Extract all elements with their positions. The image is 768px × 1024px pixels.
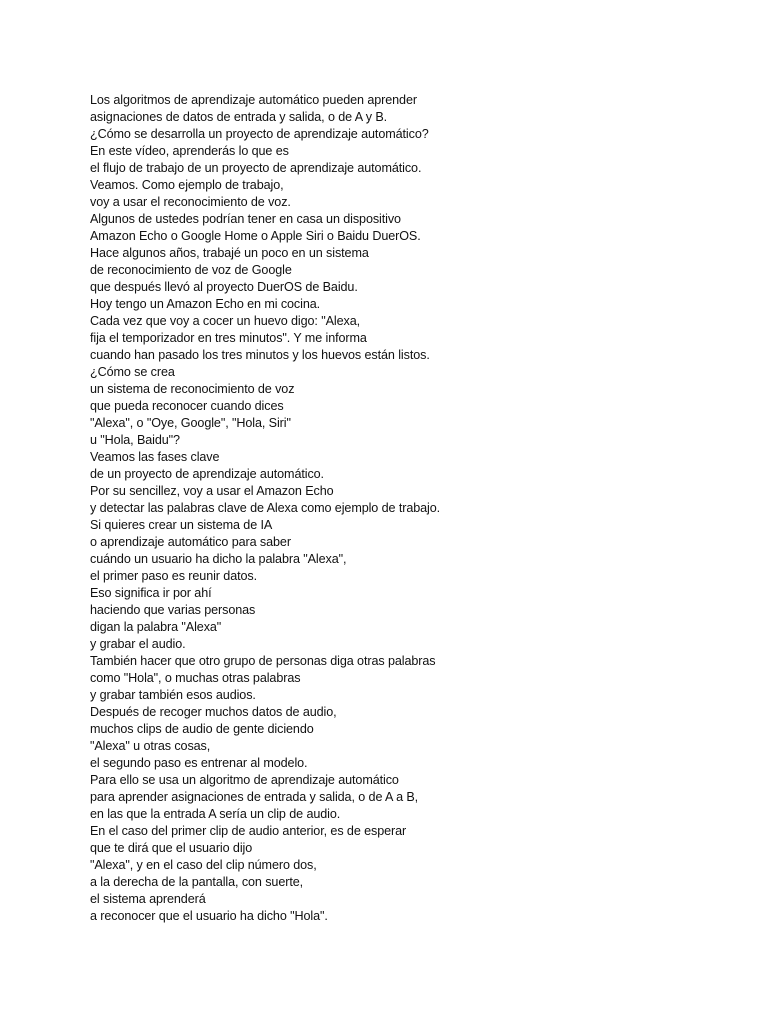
text-line: Veamos las fases clave	[90, 450, 220, 464]
text-line: a la derecha de la pantalla, con suerte,	[90, 875, 304, 889]
text-line: u "Hola, Baidu"?	[90, 433, 180, 447]
text-line: voy a usar el reconocimiento de voz.	[90, 195, 291, 209]
text-line: que te dirá que el usuario dijo	[90, 841, 253, 855]
text-line: a reconocer que el usuario ha dicho "Hola".	[90, 909, 328, 923]
text-line: de un proyecto de aprendizaje automático.	[90, 467, 324, 481]
text-line: un sistema de reconocimiento de voz	[90, 382, 295, 396]
text-line: el segundo paso es entrenar al modelo.	[90, 756, 308, 770]
text-line: En este vídeo, aprenderás lo que es	[90, 144, 289, 158]
text-line: "Alexa" u otras cosas,	[90, 739, 211, 753]
text-line: el sistema aprenderá	[90, 892, 206, 906]
text-line: cuándo un usuario ha dicho la palabra "Alexa",	[90, 552, 347, 566]
text-line: Para ello se usa un algoritmo de aprendizaje automático	[90, 773, 399, 787]
text-line: cuando han pasado los tres minutos y los huevos están listos.	[90, 348, 430, 362]
text-line: en las que la entrada A sería un clip de audio.	[90, 807, 341, 821]
text-line: ¿Cómo se desarrolla un proyecto de aprendizaje automático?	[90, 127, 429, 141]
text-line: y detectar las palabras clave de Alexa como ejemplo de trabajo.	[90, 501, 441, 515]
text-line: Algunos de ustedes podrían tener en casa un dispositivo	[90, 212, 401, 226]
text-line: Amazon Echo o Google Home o Apple Siri o Baidu DuerOS.	[90, 229, 421, 243]
text-line: En el caso del primer clip de audio anterior, es de esperar	[90, 824, 407, 838]
text-line: el flujo de trabajo de un proyecto de aprendizaje automático.	[90, 161, 422, 175]
text-line: Cada vez que voy a cocer un huevo digo: "Alexa,	[90, 314, 361, 328]
text-line: de reconocimiento de voz de Google	[90, 263, 292, 277]
text-line: Después de recoger muchos datos de audio,	[90, 705, 337, 719]
text-line: Eso significa ir por ahí	[90, 586, 212, 600]
text-line: muchos clips de audio de gente diciendo	[90, 722, 314, 736]
text-line: Hoy tengo un Amazon Echo en mi cocina.	[90, 297, 321, 311]
text-line: que pueda reconocer cuando dices	[90, 399, 284, 413]
text-line: También hacer que otro grupo de personas diga otras palabras	[90, 654, 436, 668]
text-line: el primer paso es reunir datos.	[90, 569, 257, 583]
text-line: "Alexa", y en el caso del clip número dos,	[90, 858, 317, 872]
text-line: Si quieres crear un sistema de IA	[90, 518, 273, 532]
text-line: haciendo que varias personas	[90, 603, 256, 617]
text-line: fija el temporizador en tres minutos". Y me informa	[90, 331, 367, 345]
text-line: Hace algunos años, trabajé un poco en un sistema	[90, 246, 369, 260]
text-line: y grabar también esos audios.	[90, 688, 256, 702]
text-line: para aprender asignaciones de entrada y salida, o de A a B,	[90, 790, 419, 804]
text-line: o aprendizaje automático para saber	[90, 535, 291, 549]
text-line: digan la palabra "Alexa"	[90, 620, 222, 634]
transcript-text	[90, 92, 730, 925]
text-line: y grabar el audio.	[90, 637, 186, 651]
text-line: como "Hola", o muchas otras palabras	[90, 671, 301, 685]
text-line: Por su sencillez, voy a usar el Amazon Echo	[90, 484, 334, 498]
text-line: asignaciones de datos de entrada y salida, o de A y B.	[90, 110, 388, 124]
text-line: ¿Cómo se crea	[90, 365, 175, 379]
text-line: "Alexa", o "Oye, Google", "Hola, Siri"	[90, 416, 291, 430]
text-line: Veamos. Como ejemplo de trabajo,	[90, 178, 284, 192]
text-line: que después llevó al proyecto DuerOS de Baidu.	[90, 280, 358, 294]
text-line: Los algoritmos de aprendizaje automático pueden aprender	[90, 93, 417, 107]
